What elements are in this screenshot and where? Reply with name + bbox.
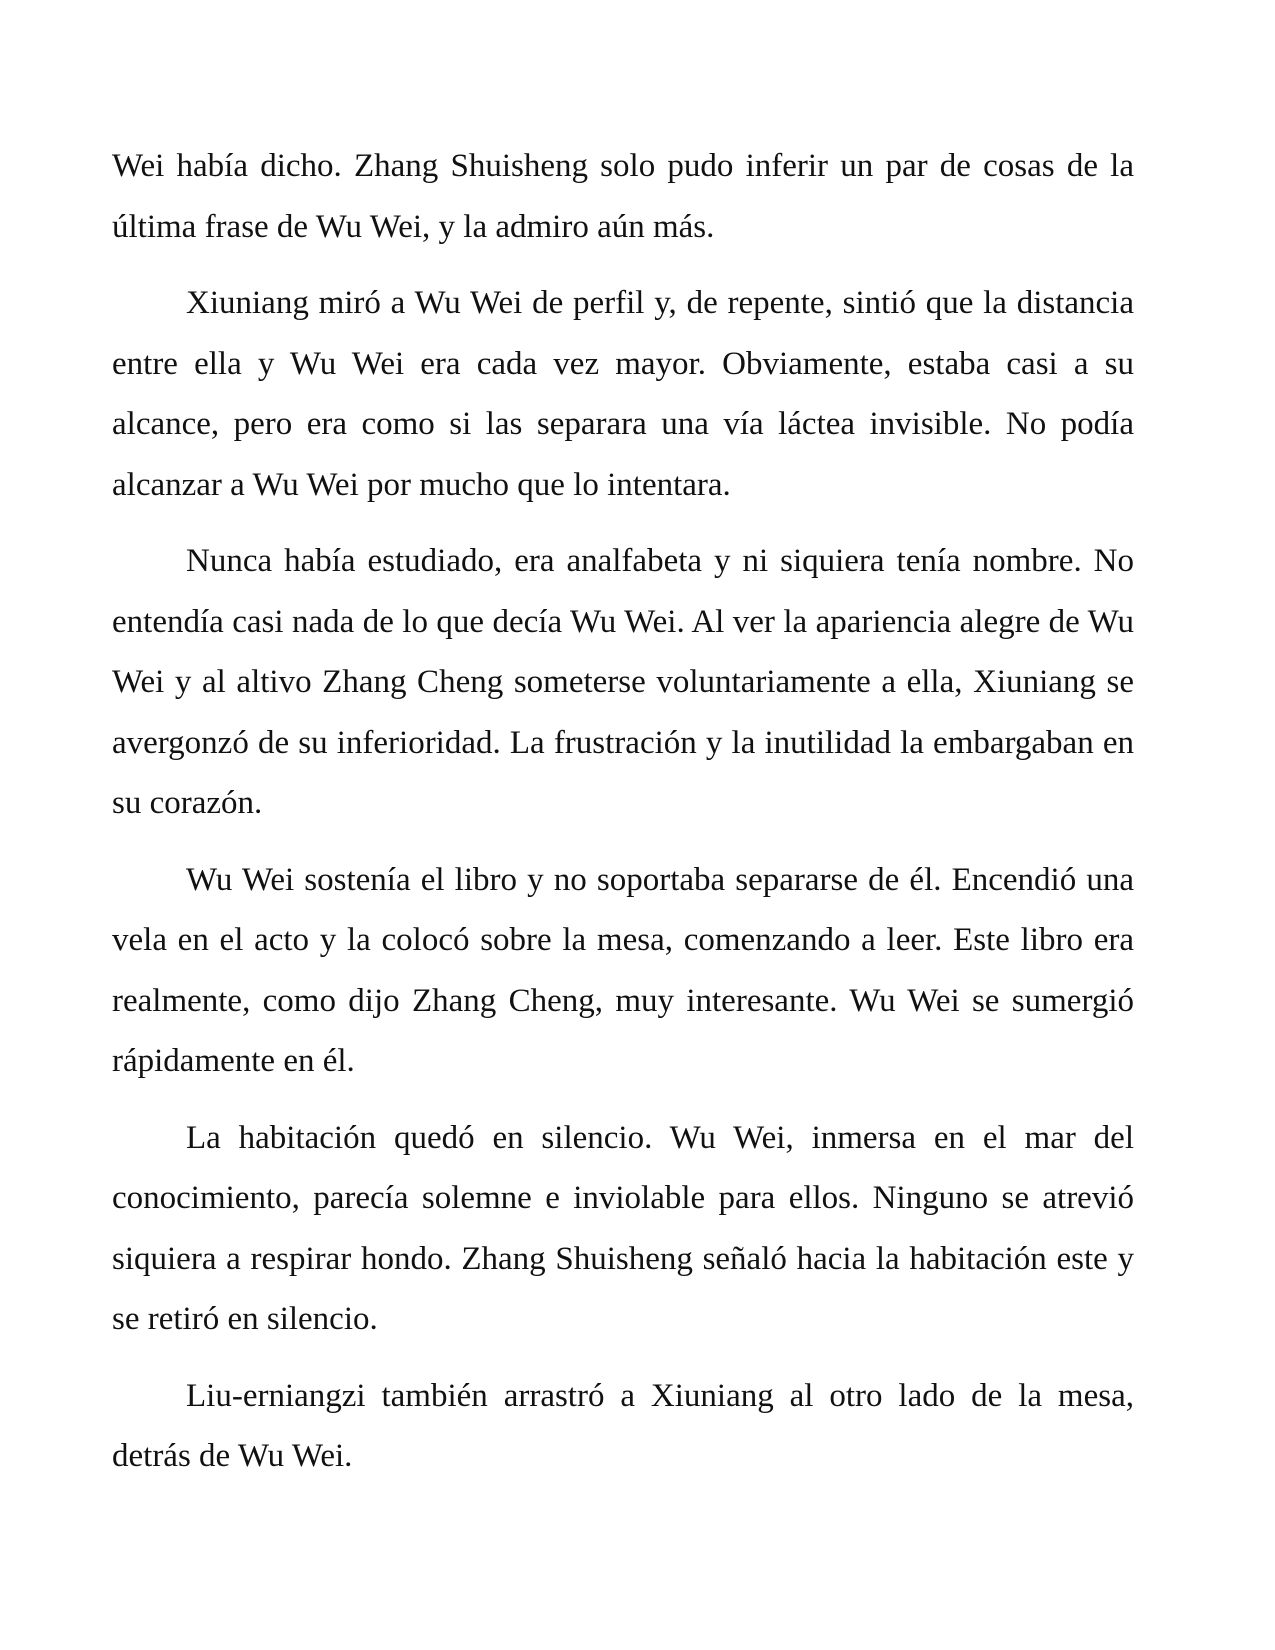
paragraph-2: Xiuniang miró a Wu Wei de perfil y, de repente, sintió que la distancia entre ella y Wu Wei era cada vez mayor. Obviamente, estaba casi a su alcance, pero era como si las separara una vía láctea invisible. No podía alcanzar a Wu Wei por mucho que lo intentara. <box>112 285 1134 503</box>
paragraph-6: Liu-erniangzi también arrastró a Xiuniang al otro lado de la mesa, detrás de Wu Wei. <box>112 1377 1134 1474</box>
paragraph-5: La habitación quedó en silencio. Wu Wei, inmersa en el mar del conocimiento, parecía solemne e inviolable para ellos. Ninguno se atrevió siquiera a respirar hondo. Zhang Shuisheng señaló hacia la habitación este y se retiró en silencio. <box>112 1119 1134 1337</box>
paragraph-1: Wei había dicho. Zhang Shuisheng solo pudo inferir un par de cosas de la última frase de Wu Wei, y la admiro aún más. <box>112 148 1134 245</box>
document-page <box>112 136 1134 1503</box>
paragraph-3: Nunca había estudiado, era analfabeta y ni siquiera tenía nombre. No entendía casi nada de lo que decía Wu Wei. Al ver la apariencia alegre de Wu Wei y al altivo Zhang Cheng someterse voluntariamente a ella, Xiuniang se avergonzó de su inferioridad. La frustración y la inutilidad la embargaban en su corazón. <box>112 543 1134 821</box>
paragraph-4: Wu Wei sostenía el libro y no soportaba separarse de él. Encendió una vela en el acto y la colocó sobre la mesa, comenzando a leer. Este libro era realmente, como dijo Zhang Cheng, muy interesante. Wu Wei se sumergió rápidamente en él. <box>112 861 1134 1079</box>
